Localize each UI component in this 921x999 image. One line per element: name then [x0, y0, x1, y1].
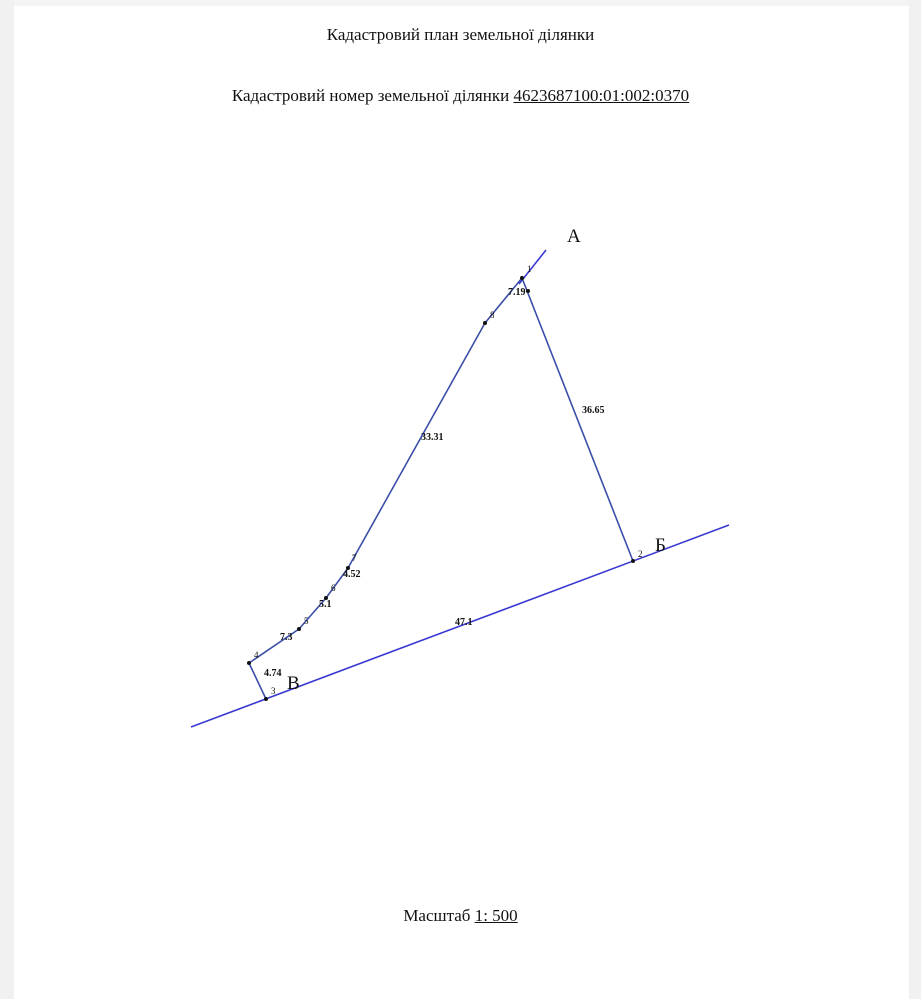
neighbor-label-a: А — [567, 226, 581, 247]
segment-7-8 — [348, 323, 485, 568]
length-8-1: 7.19 — [508, 287, 526, 298]
segment-1-2 — [522, 278, 633, 561]
segment-length-labels — [264, 287, 605, 679]
point-label-2: 2 — [638, 549, 643, 559]
parcel-boundary — [249, 278, 633, 699]
length-4-5: 7.3 — [280, 632, 293, 643]
length-1-2: 36.65 — [582, 405, 605, 416]
vertex-1 — [520, 276, 524, 280]
point-label-6: 6 — [331, 583, 336, 593]
vertex-8 — [483, 321, 487, 325]
vertex-3 — [264, 697, 268, 701]
vertex-markers — [247, 276, 635, 701]
point-label-7: 7 — [352, 553, 357, 563]
scale-label: Масштаб — [403, 906, 471, 925]
neighbor-label-b: Б — [655, 535, 666, 556]
cadastral-number-label: Кадастровий номер земельної ділянки — [231, 86, 510, 105]
point-label-3: 3 — [271, 686, 276, 696]
scale-line — [0, 906, 921, 926]
vertex-1b — [526, 289, 530, 293]
vertex-4 — [247, 661, 251, 665]
length-5-6: 5.1 — [319, 599, 332, 610]
point-label-4: 4 — [254, 650, 259, 660]
scale-value: 1: 500 — [474, 906, 518, 925]
neighbor-letters — [287, 226, 666, 694]
vertex-2 — [631, 559, 635, 563]
point-label-1: 1 — [527, 264, 532, 274]
neighbor-label-v: В — [287, 673, 300, 694]
vertex-5 — [297, 627, 301, 631]
cadastral-number-value: 4623687100:01:002:0370 — [513, 86, 690, 105]
document-title: Кадастровий план земельної ділянки — [326, 25, 595, 44]
length-6-7: 4.52 — [343, 569, 361, 580]
point-label-8: 8 — [490, 310, 495, 320]
length-3-4: 4.74 — [264, 668, 282, 679]
length-7-8: 33.31 — [421, 432, 444, 443]
length-2-3: 47.1 — [455, 617, 473, 628]
point-label-5: 5 — [304, 616, 309, 626]
